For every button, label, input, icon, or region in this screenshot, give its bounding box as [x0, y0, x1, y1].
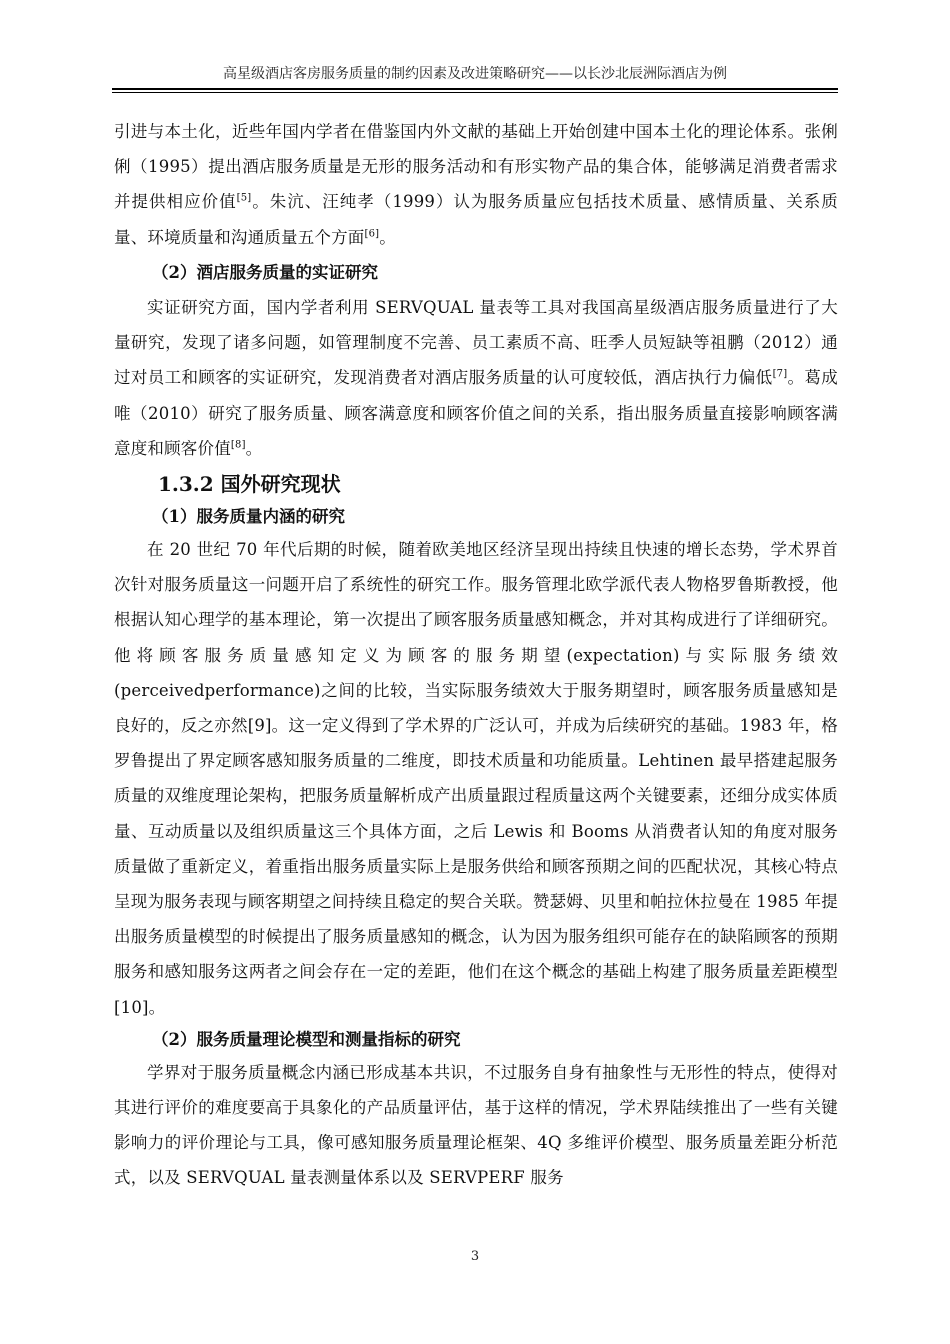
page-number: 3: [470, 1249, 480, 1264]
paragraph-connotation: 在 20 世纪 70 年代后期的时候，随着欧美地区经济呈现出持续且快速的增长态势，学术界首次针对服务质量这一问题开启了系统性的研究工作。服务管理北欧学派代表人物格罗鲁斯教授，他根据认知心理学的基本理论，第一次提出了顾客服务质量感知概念，并对其构成进行了详细研究。他将顾客服务质量感知定义为顾客的服务期望(expectation)与实际服务绩效(perceivedperformance)之间的比较，当实际服务绩效大于服务期望时，顾客服务质量感知是良好的，反之亦然[9]。这一定义得到了学术界的广泛认可，并成为后续研究的基础。1983 年，格罗鲁提出了界定顾客感知服务质量的二维度，即技术质量和功能质量。Lehtinen 最早搭建起服务质量的双维度理论架构，把服务质量解析成产出质量跟过程质量这两个关键要素，还细分成实体质量、互动质量以及组织质量这三个具体方面，之后 Lewis 和 Booms 从消费者认知的角度对服务质量做了重新定义，着重指出服务质量实际上是服务供给和顾客预期之间的匹配状况，其核心特点呈现为服务表现与顾客期望之间持续且稳定的契合关联。赞瑟姆、贝里和帕拉休拉曼在 1985 年提出服务质量模型的时候提出了服务质量感知的概念，认为因为服务组织可能存在的缺陷顾客的预期服务和感知服务这两者之间会存在一定的差距，他们在这个概念的基础上构建了服务质量差距模型[10]。: [114, 540, 838, 1017]
section-heading-foreign-research: 1.3.2 国外研究现状: [158, 472, 341, 497]
paragraph-domestic-theory: 引进与本土化，近些年国内学者在借鉴国内外文献的基础上开始创建中国本土化的理论体系。张俐俐（1995）提出酒店服务质量是无形的服务活动和有形实物产品的集合体，能够满足消费者需求并提供相应价值[5]。朱沆、汪纯孝（1999）认为服务质量应包括技术质量、感情质量、关系质量、环境质量和沟通质量五个方面[6]。: [114, 122, 838, 247]
header-rule-thick: [112, 88, 838, 90]
subheading-models: （2）服务质量理论模型和测量指标的研究: [152, 1029, 461, 1049]
citation-6: [6]: [364, 228, 380, 240]
citation-7: [7]: [772, 368, 788, 380]
header-rule-thin: [112, 92, 838, 93]
subheading-connotation: （1）服务质量内涵的研究: [152, 507, 345, 527]
citation-8: [8]: [230, 439, 246, 451]
body-text: [114, 114, 838, 1196]
citation-5: [5]: [236, 192, 252, 204]
subheading-empirical-research: （2）酒店服务质量的实证研究: [152, 262, 378, 282]
running-header: 高星级酒店客房服务质量的制约因素及改进策略研究——以长沙北辰洲际酒店为例: [223, 66, 727, 82]
paragraph-models: 学界对于服务质量概念内涵已形成基本共识，不过服务自身有抽象性与无形性的特点，使得对其进行评价的难度要高于具象化的产品质量评估，基于这样的情况，学术界陆续推出了一些有关键影响力的评价理论与工具，像可感知服务质量理论框架、4Q 多维评价模型、服务质量差距分析范式，以及 SERVQUAL 量表测量体系以及 SERVPERF 服务: [114, 1062, 838, 1188]
paragraph-empirical: 实证研究方面，国内学者利用 SERVQUAL 量表等工具对我国高星级酒店服务质量进行了大量研究，发现了诸多问题，如管理制度不完善、员工素质不高、旺季人员短缺等祖鹏（2012）通过对员工和顾客的实证研究，发现消费者对酒店服务质量的认可度较低，酒店执行力偏低[7]。葛成唯（2010）研究了服务质量、顾客满意度和顾客价值之间的关系，指出服务质量直接影响顾客满意度和顾客价值[8]。: [114, 298, 838, 458]
